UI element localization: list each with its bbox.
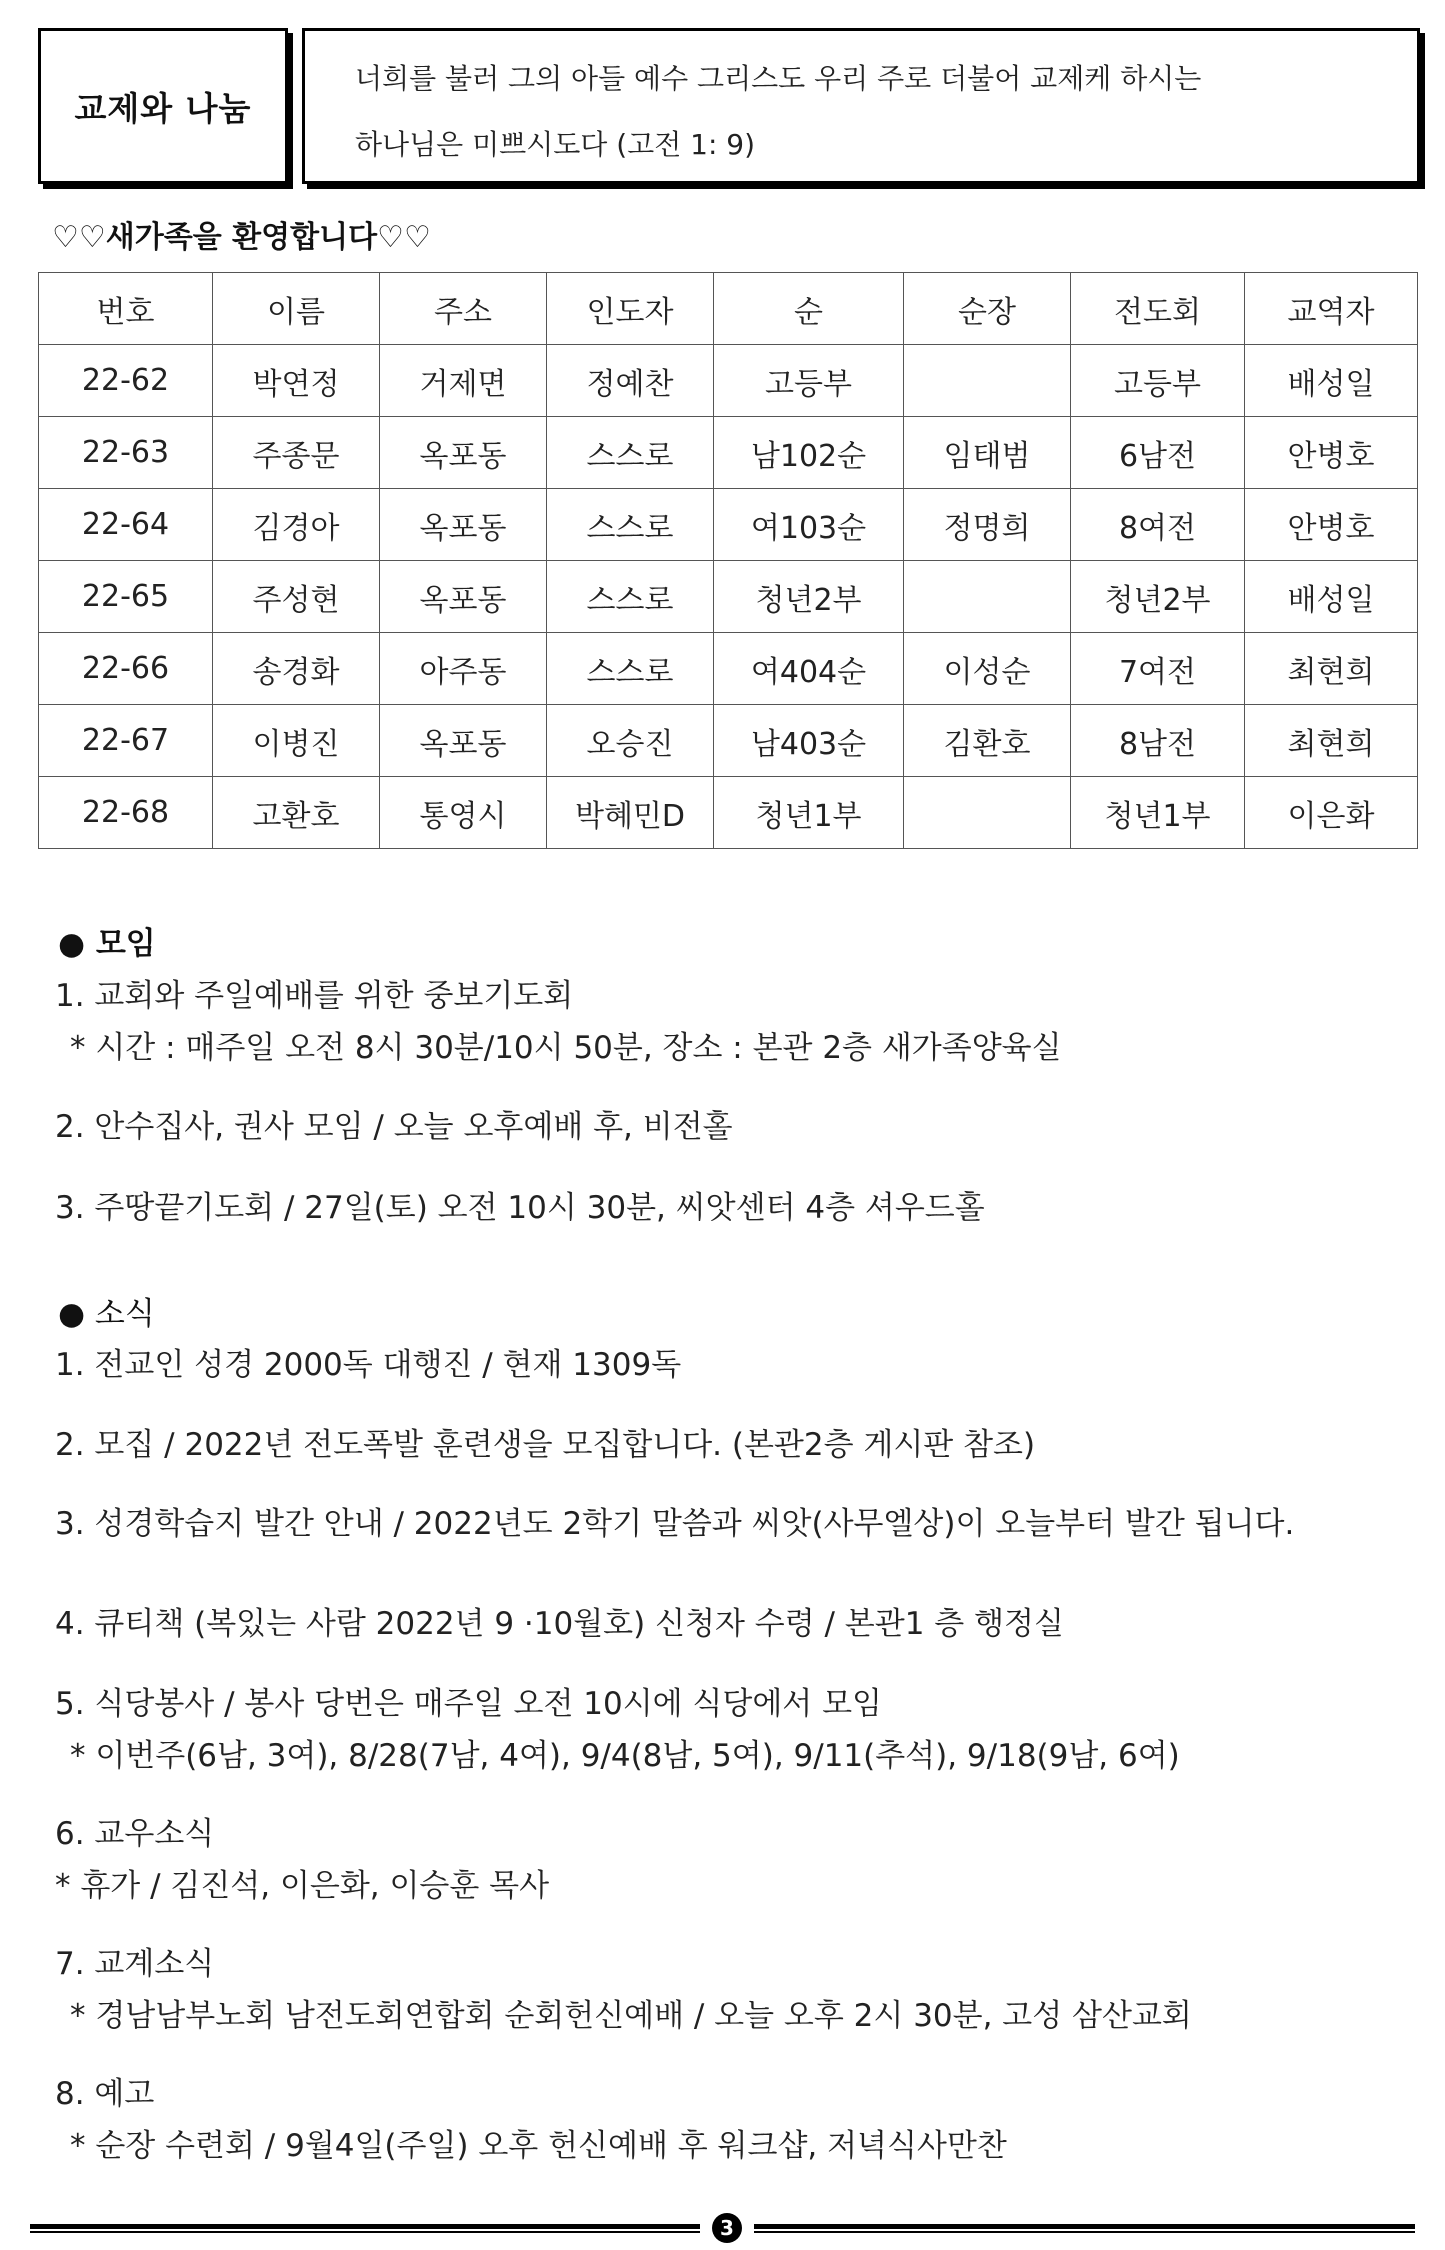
meeting-item: 1. 교회와 주일예배를 위한 중보기도회 bbox=[55, 978, 574, 1014]
news-item: 1. 전교인 성경 2000독 대행진 / 현재 1309독 bbox=[55, 1347, 682, 1383]
table-cell: 22-64 bbox=[39, 489, 213, 561]
table-cell bbox=[904, 777, 1071, 849]
table-cell: 오승진 bbox=[547, 705, 714, 777]
table-cell: 최현희 bbox=[1245, 633, 1418, 705]
table-cell: 여404순 bbox=[714, 633, 904, 705]
table-cell: 청년2부 bbox=[714, 561, 904, 633]
table-cell: 옥포동 bbox=[380, 561, 547, 633]
table-cell: 22-65 bbox=[39, 561, 213, 633]
col-header-pastor: 교역자 bbox=[1245, 273, 1418, 345]
col-header-number: 번호 bbox=[39, 273, 213, 345]
table-cell: 송경화 bbox=[213, 633, 380, 705]
table-cell bbox=[904, 345, 1071, 417]
footer-rule-left bbox=[30, 2224, 700, 2234]
news-heading: ● 소식 bbox=[58, 1296, 155, 1332]
news-item: 3. 성경학습지 발간 안내 / 2022년도 2학기 말씀과 씨앗(사무엘상)이 오늘부터 발간 됩니다. bbox=[55, 1506, 1295, 1542]
meetings-heading: ● 모임 bbox=[58, 926, 156, 962]
table-header-row bbox=[39, 273, 1418, 345]
news-item-detail: * 순장 수련회 / 9월4일(주일) 오후 헌신예배 후 워크샵, 저녁식사만찬 bbox=[70, 2128, 1007, 2164]
table-row bbox=[39, 417, 1418, 489]
table-cell: 김환호 bbox=[904, 705, 1071, 777]
news-item: 6. 교우소식 bbox=[55, 1816, 215, 1852]
col-header-guide: 인도자 bbox=[547, 273, 714, 345]
section-title: 교제와 나눔 bbox=[74, 88, 252, 128]
table-cell: 정예찬 bbox=[547, 345, 714, 417]
new-members-table bbox=[38, 272, 1418, 849]
col-header-cell-leader: 순장 bbox=[904, 273, 1071, 345]
table-cell: 스스로 bbox=[547, 561, 714, 633]
table-cell: 고등부 bbox=[1071, 345, 1245, 417]
meeting-item: 2. 안수집사, 권사 모임 / 오늘 오후예배 후, 비전홀 bbox=[55, 1109, 733, 1145]
table-cell: 주성현 bbox=[213, 561, 380, 633]
table-cell: 여103순 bbox=[714, 489, 904, 561]
table-cell: 청년2부 bbox=[1071, 561, 1245, 633]
table-cell: 주종문 bbox=[213, 417, 380, 489]
news-item-detail: * 이번주(6남, 3여), 8/28(7남, 4여), 9/4(8남, 5여), 9/11(추석), 9/18(9남, 6여) bbox=[70, 1738, 1180, 1774]
col-header-mission: 전도회 bbox=[1071, 273, 1245, 345]
verse-line-2: 하나님은 미쁘시도다 (고전 1: 9) bbox=[355, 128, 756, 161]
table-row bbox=[39, 705, 1418, 777]
table-cell: 아주동 bbox=[380, 633, 547, 705]
table-cell: 22-67 bbox=[39, 705, 213, 777]
table-cell: 청년1부 bbox=[714, 777, 904, 849]
table-row bbox=[39, 633, 1418, 705]
table-row bbox=[39, 561, 1418, 633]
col-header-name: 이름 bbox=[213, 273, 380, 345]
table-cell: 이성순 bbox=[904, 633, 1071, 705]
table-cell: 남102순 bbox=[714, 417, 904, 489]
verse-line-1: 너희를 불러 그의 아들 예수 그리스도 우리 주로 더불어 교제케 하시는 bbox=[355, 62, 1202, 95]
news-item: 8. 예고 bbox=[55, 2076, 155, 2112]
news-item: 7. 교계소식 bbox=[55, 1946, 215, 1982]
table-row bbox=[39, 345, 1418, 417]
table-cell: 스스로 bbox=[547, 633, 714, 705]
table-row bbox=[39, 489, 1418, 561]
table-cell: 6남전 bbox=[1071, 417, 1245, 489]
table-cell: 통영시 bbox=[380, 777, 547, 849]
news-item: 4. 큐티책 (복있는 사람 2022년 9 ·10월호) 신청자 수령 / 본관1 층 행정실 bbox=[55, 1606, 1064, 1642]
table-cell: 옥포동 bbox=[380, 705, 547, 777]
table-cell: 배성일 bbox=[1245, 561, 1418, 633]
table-cell: 배성일 bbox=[1245, 345, 1418, 417]
table-cell: 옥포동 bbox=[380, 489, 547, 561]
meeting-item: 3. 주땅끝기도회 / 27일(토) 오전 10시 30분, 씨앗센터 4층 셔우드홀 bbox=[55, 1190, 985, 1226]
footer-rule-right bbox=[754, 2224, 1415, 2234]
table-cell: 박연정 bbox=[213, 345, 380, 417]
table-cell: 스스로 bbox=[547, 489, 714, 561]
table-cell: 22-66 bbox=[39, 633, 213, 705]
table-cell: 고등부 bbox=[714, 345, 904, 417]
table-cell: 안병호 bbox=[1245, 417, 1418, 489]
news-item: 2. 모집 / 2022년 전도폭발 훈련생을 모집합니다. (본관2층 게시판 참조) bbox=[55, 1427, 1036, 1463]
news-item: 5. 식당봉사 / 봉사 당번은 매주일 오전 10시에 식당에서 모임 bbox=[55, 1686, 882, 1722]
news-item-detail: * 경남남부노회 남전도회연합회 순회헌신예배 / 오늘 오후 2시 30분, 고성 삼산교회 bbox=[70, 1998, 1192, 2034]
page-number: 3 bbox=[712, 2213, 742, 2243]
table-row bbox=[39, 777, 1418, 849]
table-cell: 옥포동 bbox=[380, 417, 547, 489]
table-cell: 스스로 bbox=[547, 417, 714, 489]
table-cell: 8여전 bbox=[1071, 489, 1245, 561]
table-cell bbox=[904, 561, 1071, 633]
table-cell: 김경아 bbox=[213, 489, 380, 561]
table-cell: 임태범 bbox=[904, 417, 1071, 489]
table-cell: 고환호 bbox=[213, 777, 380, 849]
table-cell: 22-63 bbox=[39, 417, 213, 489]
table-cell: 청년1부 bbox=[1071, 777, 1245, 849]
table-cell: 8남전 bbox=[1071, 705, 1245, 777]
table-cell: 22-62 bbox=[39, 345, 213, 417]
table-cell: 최현희 bbox=[1245, 705, 1418, 777]
table-cell: 거제면 bbox=[380, 345, 547, 417]
col-header-cell: 순 bbox=[714, 273, 904, 345]
table-cell: 남403순 bbox=[714, 705, 904, 777]
section-title-box bbox=[38, 28, 288, 184]
table-cell: 안병호 bbox=[1245, 489, 1418, 561]
col-header-address: 주소 bbox=[380, 273, 547, 345]
table-cell: 22-68 bbox=[39, 777, 213, 849]
news-item-detail: * 휴가 / 김진석, 이은화, 이승훈 목사 bbox=[55, 1868, 550, 1904]
table-cell: 박혜민D bbox=[547, 777, 714, 849]
table-cell: 7여전 bbox=[1071, 633, 1245, 705]
table-cell: 정명희 bbox=[904, 489, 1071, 561]
bible-verse-box bbox=[302, 28, 1420, 184]
meeting-item-detail: * 시간 : 매주일 오전 8시 30분/10시 50분, 장소 : 본관 2층 새가족양육실 bbox=[70, 1030, 1062, 1066]
welcome-heading: ♡♡새가족을 환영합니다♡♡ bbox=[52, 220, 431, 255]
table-cell: 이병진 bbox=[213, 705, 380, 777]
table-cell: 이은화 bbox=[1245, 777, 1418, 849]
